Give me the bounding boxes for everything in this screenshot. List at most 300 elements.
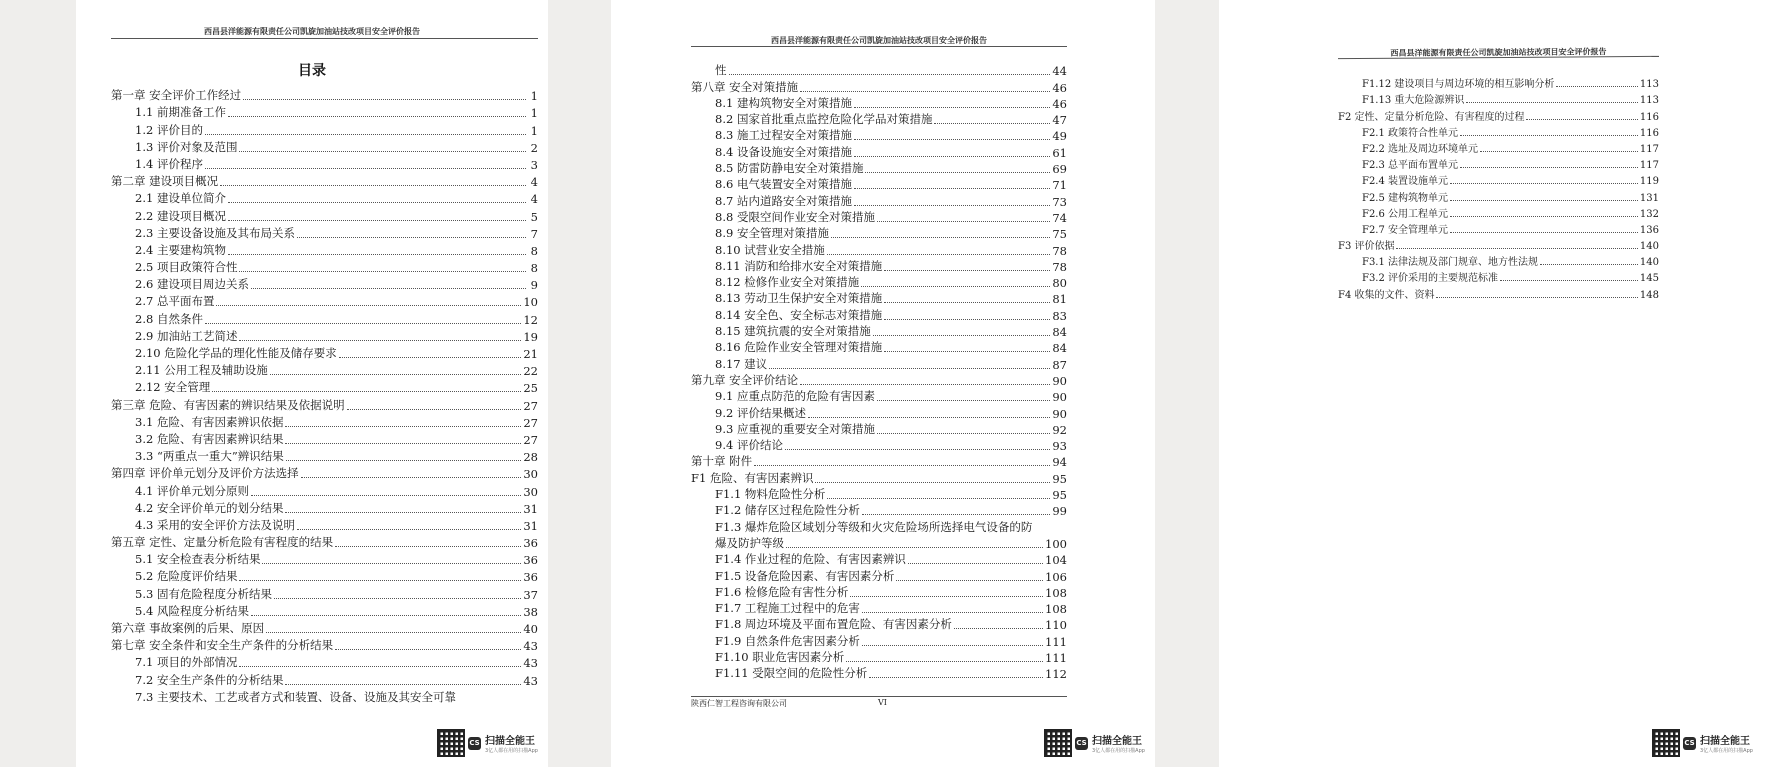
- toc-entry-title: 爆及防护等级: [715, 535, 784, 550]
- toc-dot-leader: [251, 495, 521, 496]
- toc-entry-page: 90: [1052, 390, 1067, 405]
- toc-entry-title: F3.2 评价采用的主要规范标准: [1362, 273, 1499, 285]
- toc-entry-page: 38: [523, 604, 538, 619]
- toc-dot-leader: [865, 172, 1050, 173]
- qr-code-icon: [1045, 730, 1071, 756]
- toc-entry: [691, 535, 1067, 551]
- toc-dot-leader: [896, 580, 1043, 581]
- toc-entry: [111, 602, 538, 619]
- toc-entry-title: 8.9 安全管理对策措施: [715, 226, 829, 241]
- toc-dot-leader: [285, 512, 521, 513]
- toc-dot-leader: [877, 433, 1050, 434]
- toc-entry: [111, 309, 538, 326]
- toc-dot-leader: [335, 546, 521, 547]
- toc-entry-page: 84: [1052, 325, 1067, 340]
- toc-dot-leader: [729, 74, 1051, 75]
- toc-dot-leader: [862, 645, 1043, 646]
- toc-entry-title: 2.10 危险化学品的理化性能及储存要求: [135, 346, 337, 360]
- toc-dot-leader: [1540, 264, 1638, 265]
- toc-entry-page: 113: [1639, 95, 1659, 107]
- toc-entry-page: 4: [530, 175, 538, 190]
- toc-entry-title: F2.6 公用工程单元: [1362, 208, 1449, 220]
- toc-entry-page: 61: [1052, 145, 1067, 160]
- toc-entry: [111, 172, 538, 189]
- toc-entry-title: 7.1 项目的外部情况: [135, 655, 238, 670]
- toc-entry-title: 8.17 建议: [715, 356, 768, 371]
- toc-entry-page: 81: [1052, 292, 1067, 307]
- toc-entry: [111, 499, 538, 516]
- toc-entry: [691, 62, 1067, 78]
- toc-dot-leader: [862, 514, 1050, 515]
- toc-entry-title: 8.5 防雷防静电安全对策措施: [715, 161, 864, 176]
- toc-entry-page: 5: [530, 209, 538, 224]
- toc-entry-title: 第三章 危险、有害因素的辨识结果及依据说明: [111, 397, 345, 412]
- toc-entry-title: 1.3 评价对象及范围: [135, 139, 238, 154]
- toc-dot-leader: [274, 598, 521, 599]
- toc-dot-leader: [239, 666, 521, 667]
- toc-entry-page: 148: [1639, 289, 1659, 301]
- toc-dot-leader: [1396, 248, 1637, 249]
- toc-entry-title: 第九章 安全评价结论: [691, 372, 799, 387]
- toc-entry-title: 8.16 危险作业安全管理对策措施: [715, 340, 883, 355]
- toc-dot-leader: [239, 340, 521, 341]
- toc-entry-page: 136: [1639, 224, 1659, 236]
- toc-entry-title: F2.4 装置设施单元: [1362, 176, 1449, 188]
- toc-entry-page: 116: [1639, 127, 1659, 139]
- toc-entry: [691, 160, 1067, 176]
- toc-entry-page: 108: [1045, 585, 1067, 600]
- watermark-brand: 扫描全能王: [1092, 736, 1142, 747]
- toc-entry: [1338, 155, 1659, 171]
- toc-dot-leader: [297, 237, 526, 238]
- toc-dot-leader: [347, 409, 522, 410]
- toc-entry-page: 30: [523, 467, 538, 482]
- toc-entry-page: 19: [523, 329, 538, 344]
- toc-entry: [111, 378, 538, 395]
- toc-dot-leader: [800, 91, 1050, 92]
- toc-dot-leader: [800, 384, 1050, 385]
- toc-entry-page: 93: [1052, 439, 1067, 454]
- toc-entry-title: 1.2 评价目的: [135, 122, 203, 137]
- toc-entry: [111, 224, 538, 241]
- toc-dot-leader: [1436, 297, 1637, 298]
- toc-entry-page: 27: [523, 415, 538, 430]
- toc-entry: [691, 518, 1067, 534]
- toc-entry-page: 3: [530, 157, 538, 172]
- toc-entry-title: 2.6 建设项目周边关系: [135, 277, 249, 292]
- toc-entry-title: 9.3 应重视的重要安全对策措施: [715, 421, 875, 436]
- toc-entry-page: 113: [1639, 79, 1659, 91]
- qr-code-icon: [438, 730, 464, 756]
- toc-entry: [1338, 106, 1659, 122]
- camscanner-logo-icon: CS: [1075, 737, 1088, 750]
- qr-code-icon: [1653, 730, 1679, 756]
- toc-entry: [691, 388, 1067, 404]
- toc-entry-page: 145: [1639, 273, 1659, 285]
- toc-entry-page: 78: [1052, 243, 1067, 258]
- toc-entry-title: 2.7 总平面布置: [135, 294, 215, 309]
- toc-dot-leader: [239, 151, 526, 152]
- toc-entry: [691, 649, 1067, 665]
- toc-entry-page: 10: [523, 295, 538, 310]
- toc-entry-title: 第六章 事故案例的后果、原因: [111, 621, 265, 635]
- toc-dot-leader: [266, 632, 521, 633]
- toc-entry: [111, 138, 538, 155]
- toc-entry: [111, 86, 538, 103]
- camscanner-logo-icon: CS: [468, 737, 481, 750]
- toc-dot-leader: [228, 220, 526, 221]
- toc-entry-title: F1.3 爆炸危险区域划分等级和火灾危险场所选择电气设备的防: [715, 519, 1033, 534]
- toc-entry: [111, 344, 538, 361]
- toc-entry-title: 3.1 危险、有害因素辨识依据: [135, 414, 284, 429]
- footer-rule: [691, 696, 1067, 697]
- watermark-tagline: 3亿人都在用的扫描App: [485, 748, 538, 754]
- toc-dot-leader: [954, 628, 1043, 629]
- toc-entry-title: F2.7 安全管理单元: [1362, 224, 1449, 236]
- toc-entry: [1338, 139, 1659, 155]
- toc-entry-title: 5.3 固有危险程度分析结果: [135, 586, 272, 601]
- toc-dot-leader: [934, 123, 1050, 124]
- toc-dot-leader: [243, 99, 526, 100]
- toc-entry: [691, 95, 1067, 111]
- toc-entry-page: 90: [1052, 373, 1067, 388]
- toc-entry-page: 110: [1045, 618, 1067, 633]
- toc-dot-leader: [854, 156, 1050, 157]
- toc-dot-leader: [846, 661, 1043, 662]
- toc-dot-leader: [854, 188, 1050, 189]
- toc-entry-title: 8.7 站内道路安全对策措施: [715, 193, 852, 208]
- toc-entry-page: 28: [523, 450, 538, 465]
- toc-entry-title: 4.3 采用的安全评价方法及说明: [135, 517, 295, 532]
- document-page-3: [1219, 0, 1766, 767]
- toc-entry: [691, 421, 1067, 437]
- toc-entry-page: 108: [1045, 602, 1067, 617]
- toc-entry: [691, 241, 1067, 257]
- toc-entry: [1338, 284, 1659, 300]
- toc-dot-leader: [831, 237, 1050, 238]
- toc-dot-leader: [854, 139, 1050, 140]
- toc-entry: [111, 155, 538, 172]
- toc-entry: [111, 533, 538, 550]
- toc-entry: [691, 209, 1067, 225]
- toc-entry: [1338, 123, 1659, 139]
- toc-entry: [1338, 268, 1659, 284]
- toc-dot-leader: [1526, 119, 1637, 120]
- toc-title: 目录: [298, 63, 326, 79]
- toc-entry: [111, 567, 538, 584]
- toc-dot-leader: [1460, 167, 1638, 168]
- toc-entry-title: F1.9 自然条件危害因素分析: [715, 633, 860, 648]
- toc-entry-page: 87: [1052, 357, 1067, 372]
- toc-dot-leader: [335, 649, 521, 650]
- toc-entry-title: 第一章 安全评价工作经过: [111, 88, 242, 103]
- toc-entry-page: 46: [1052, 80, 1067, 95]
- toc-entry-title: F1.8 周边环境及平面布置危险、有害因素分析: [715, 617, 952, 632]
- toc-entry-title: 8.13 劳动卫生保护安全对策措施: [715, 291, 883, 306]
- toc-dot-leader: [884, 319, 1050, 320]
- toc-dot-leader: [854, 107, 1050, 108]
- toc-dot-leader: [854, 205, 1050, 206]
- toc-entry: [691, 372, 1067, 388]
- toc-dot-leader: [286, 460, 522, 461]
- toc-entry-title: 5.1 安全检查表分析结果: [135, 552, 261, 567]
- toc-entry: [111, 206, 538, 223]
- toc-entry: [1338, 74, 1659, 90]
- toc-entry-title: 2.1 建设单位简介: [135, 191, 226, 206]
- toc-entry: [111, 619, 538, 636]
- toc-entry-page: 31: [523, 501, 538, 516]
- toc-entry: [691, 502, 1067, 518]
- toc-entry: [691, 453, 1067, 469]
- toc-list: [1338, 74, 1659, 301]
- toc-dot-leader: [212, 391, 521, 392]
- toc-entry-title: 8.10 试营业安全措施: [715, 242, 825, 257]
- toc-entry: [691, 290, 1067, 306]
- document-page-1: [76, 0, 548, 767]
- toc-entry-title: 8.15 建筑抗震的安全对策措施: [715, 324, 871, 339]
- toc-dot-leader: [251, 615, 521, 616]
- toc-dot-leader: [827, 254, 1051, 255]
- toc-entry-title: 8.8 受限空间作业安全对策措施: [715, 209, 875, 224]
- toc-entry-title: 9.2 评价结果概述: [715, 405, 806, 420]
- toc-entry-page: 78: [1052, 259, 1067, 274]
- toc-entry-title: 8.1 建构筑物安全对策措施: [715, 95, 852, 110]
- toc-entry-page: 40: [523, 622, 538, 636]
- toc-dot-leader: [285, 443, 521, 444]
- toc-dot-leader: [251, 288, 526, 289]
- toc-entry-page: 30: [523, 484, 538, 499]
- toc-entry-title: 第七章 安全条件和安全生产条件的分析结果: [111, 638, 334, 653]
- toc-dot-leader: [239, 271, 526, 272]
- toc-entry: [111, 584, 538, 601]
- toc-entry-page: 95: [1052, 471, 1067, 486]
- toc-entry: [691, 616, 1067, 632]
- toc-entry-title: F2.1 政策符合性单元: [1362, 127, 1459, 139]
- toc-entry-title: 8.2 国家首批重点监控危险化学品对策措施: [715, 112, 933, 127]
- toc-entry: [111, 395, 538, 412]
- toc-entry: [111, 327, 538, 344]
- toc-entry-title: 2.5 项目政策符合性: [135, 260, 238, 275]
- toc-dot-leader: [205, 168, 526, 169]
- toc-entry-page: 22: [523, 364, 538, 379]
- toc-entry-title: 1.1 前期准备工作: [135, 105, 226, 120]
- toc-entry: [111, 430, 538, 447]
- toc-dot-leader: [1450, 216, 1638, 217]
- toc-dot-leader: [815, 482, 1050, 483]
- toc-entry: [691, 600, 1067, 616]
- toc-entry-page: 111: [1045, 634, 1067, 649]
- toc-entry: [691, 665, 1067, 681]
- toc-entry: [111, 481, 538, 498]
- toc-dot-leader: [862, 612, 1043, 613]
- toc-entry-page: 119: [1639, 176, 1659, 188]
- page-header: 西昌县洋能源有限责任公司凯旋加油站技改项目安全评价报告: [204, 27, 420, 36]
- toc-entry-page: 47: [1052, 113, 1067, 128]
- toc-entry: [691, 127, 1067, 143]
- toc-entry-page: 44: [1052, 64, 1067, 79]
- toc-entry-page: 90: [1052, 406, 1067, 421]
- toc-dot-leader: [239, 580, 521, 581]
- toc-entry: [691, 258, 1067, 274]
- toc-entry-title: F1.10 职业危害因素分析: [715, 649, 845, 664]
- toc-dot-leader: [861, 286, 1050, 287]
- toc-dot-leader: [228, 116, 526, 117]
- toc-entry-page: 36: [523, 536, 538, 551]
- toc-entry-page: 95: [1052, 488, 1067, 503]
- toc-entry-page: 99: [1052, 504, 1067, 519]
- toc-entry-page: 83: [1052, 308, 1067, 323]
- page-header: 西昌县洋能源有限责任公司凯旋加油站技改项目安全评价报告: [1390, 47, 1607, 58]
- toc-entry-page: 132: [1639, 208, 1659, 220]
- toc-entry-title: 第五章 定性、定量分析危险有害程度的结果: [111, 535, 334, 550]
- toc-entry-title: F2.5 建构筑物单元: [1362, 192, 1449, 204]
- toc-entry-title: F1.4 作业过程的危险、有害因素辨识: [715, 552, 906, 567]
- toc-entry-title: F2.3 总平面布置单元: [1362, 160, 1459, 172]
- toc-entry-page: 71: [1052, 178, 1067, 193]
- toc-entry: [691, 404, 1067, 420]
- toc-entry: [691, 551, 1067, 567]
- header-rule: [111, 38, 538, 39]
- toc-entry-page: 7: [530, 226, 538, 241]
- toc-entry-page: 4: [530, 192, 538, 207]
- toc-entry: [111, 241, 538, 258]
- toc-entry: [111, 275, 538, 292]
- toc-entry-title: 3.2 危险、有害因素辨识结果: [135, 431, 284, 446]
- toc-entry-page: 140: [1639, 241, 1659, 253]
- toc-dot-leader: [1480, 151, 1638, 152]
- toc-entry-title: F2.2 选址及周边环境单元: [1362, 143, 1479, 155]
- toc-entry-page: 131: [1639, 192, 1659, 204]
- toc-entry-page: 25: [523, 381, 538, 396]
- toc-entry-title: 2.2 建设项目概况: [135, 208, 226, 223]
- toc-entry: [1338, 252, 1659, 268]
- toc-dot-leader: [908, 563, 1043, 564]
- toc-entry-title: 第十章 附件: [691, 454, 753, 469]
- toc-entry-page: 49: [1052, 129, 1067, 144]
- toc-entry: [111, 464, 538, 481]
- toc-dot-leader: [1450, 232, 1638, 233]
- toc-entry: [691, 306, 1067, 322]
- toc-entry-title: 3.3 “两重点一重大”辨识结果: [135, 449, 284, 464]
- toc-entry: [111, 189, 538, 206]
- toc-entry-page: 1: [530, 89, 538, 104]
- toc-entry: [691, 111, 1067, 127]
- toc-entry-title: 2.9 加油站工艺简述: [135, 328, 238, 343]
- toc-entry: [1338, 187, 1659, 203]
- toc-entry-page: 74: [1052, 210, 1067, 225]
- toc-entry: [691, 274, 1067, 290]
- toc-entry-page: 111: [1045, 650, 1067, 665]
- toc-entry-title: 9.1 应重点防范的危险有害因素: [715, 389, 875, 404]
- toc-entry: [111, 636, 538, 653]
- toc-entry-title: 第四章 评价单元划分及评价方法选择: [111, 466, 299, 481]
- toc-dot-leader: [220, 185, 526, 186]
- toc-entry-page: 73: [1052, 194, 1067, 209]
- toc-entry: [1338, 90, 1659, 106]
- toc-entry-title: 8.4 设备设施安全对策措施: [715, 144, 852, 159]
- toc-entry-page: 36: [523, 570, 538, 585]
- toc-list: [111, 86, 538, 705]
- toc-entry-page: 140: [1639, 257, 1659, 269]
- toc-entry-title: 7.2 安全生产条件的分析结果: [135, 672, 284, 687]
- toc-entry-page: 106: [1045, 569, 1067, 584]
- toc-entry-title: 1.4 评价程序: [135, 156, 203, 171]
- toc-entry: [111, 447, 538, 464]
- toc-entry-page: 27: [523, 398, 538, 413]
- toc-entry-title: 7.3 主要技术、工艺或者方式和装置、设备、设施及其安全可靠: [135, 689, 456, 704]
- toc-dot-leader: [205, 134, 526, 135]
- toc-entry-page: 12: [523, 312, 538, 327]
- toc-entry-title: 8.12 检修作业安全对策措施: [715, 275, 860, 290]
- toc-entry-page: 69: [1052, 162, 1067, 177]
- toc-entry-title: F1.7 工程施工过程中的危害: [715, 601, 860, 616]
- toc-entry-page: 94: [1052, 455, 1067, 470]
- toc-dot-leader: [873, 335, 1051, 336]
- toc-entry: [691, 192, 1067, 208]
- toc-dot-leader: [205, 323, 521, 324]
- toc-dot-leader: [808, 417, 1050, 418]
- footer-page-number: VI: [878, 698, 887, 707]
- toc-dot-leader: [827, 498, 1050, 499]
- toc-entry-title: F3 评价依据: [1338, 241, 1395, 253]
- toc-entry: [111, 103, 538, 120]
- toc-entry-title: F1.12 建设项目与周边环境的相互影响分析: [1362, 79, 1555, 91]
- toc-entry: [111, 670, 538, 687]
- toc-dot-leader: [228, 254, 526, 255]
- toc-entry: [111, 120, 538, 137]
- toc-entry-page: 116: [1639, 111, 1659, 123]
- toc-entry: [691, 176, 1067, 192]
- toc-entry: [111, 413, 538, 430]
- toc-dot-leader: [339, 357, 522, 358]
- toc-entry-title: 8.14 安全色、安全标志对策措施: [715, 307, 883, 322]
- toc-entry-page: 21: [523, 347, 538, 361]
- document-page-2: [611, 0, 1155, 767]
- toc-entry-page: 117: [1639, 143, 1659, 155]
- toc-entry-page: 75: [1052, 227, 1067, 242]
- toc-entry: [691, 567, 1067, 583]
- toc-entry: [111, 258, 538, 275]
- toc-entry-title: 第八章 安全对策措施: [691, 79, 799, 94]
- scanner-watermark: [1045, 730, 1145, 756]
- toc-entry-page: 117: [1639, 160, 1659, 172]
- toc-dot-leader: [1500, 280, 1638, 281]
- camscanner-logo-icon: CS: [1683, 737, 1696, 750]
- toc-entry: [691, 437, 1067, 453]
- toc-dot-leader: [884, 351, 1050, 352]
- toc-entry-title: 8.3 施工过程安全对策措施: [715, 128, 852, 143]
- toc-dot-leader: [228, 202, 526, 203]
- toc-entry: [111, 688, 538, 705]
- toc-entry-title: F4 收集的文件、资料: [1338, 289, 1435, 301]
- toc-entry: [691, 323, 1067, 339]
- toc-entry-page: 43: [523, 656, 538, 671]
- toc-entry: [111, 516, 538, 533]
- toc-entry-page: 8: [530, 243, 538, 258]
- toc-entry-page: 43: [523, 639, 538, 654]
- toc-entry-title: 2.11 公用工程及辅助设施: [135, 363, 268, 378]
- toc-entry-page: 2: [530, 140, 538, 155]
- toc-dot-leader: [754, 465, 1050, 466]
- toc-entry-page: 84: [1052, 341, 1067, 356]
- toc-entry-title: F1.13 重大危险源辨识: [1362, 95, 1465, 107]
- toc-entry: [691, 355, 1067, 371]
- watermark-tagline: 3亿人都在用的扫描App: [1700, 748, 1753, 754]
- toc-dot-leader: [869, 677, 1043, 678]
- toc-entry-page: 100: [1045, 536, 1067, 551]
- toc-entry: [111, 361, 538, 378]
- toc-entry-page: 36: [523, 553, 538, 568]
